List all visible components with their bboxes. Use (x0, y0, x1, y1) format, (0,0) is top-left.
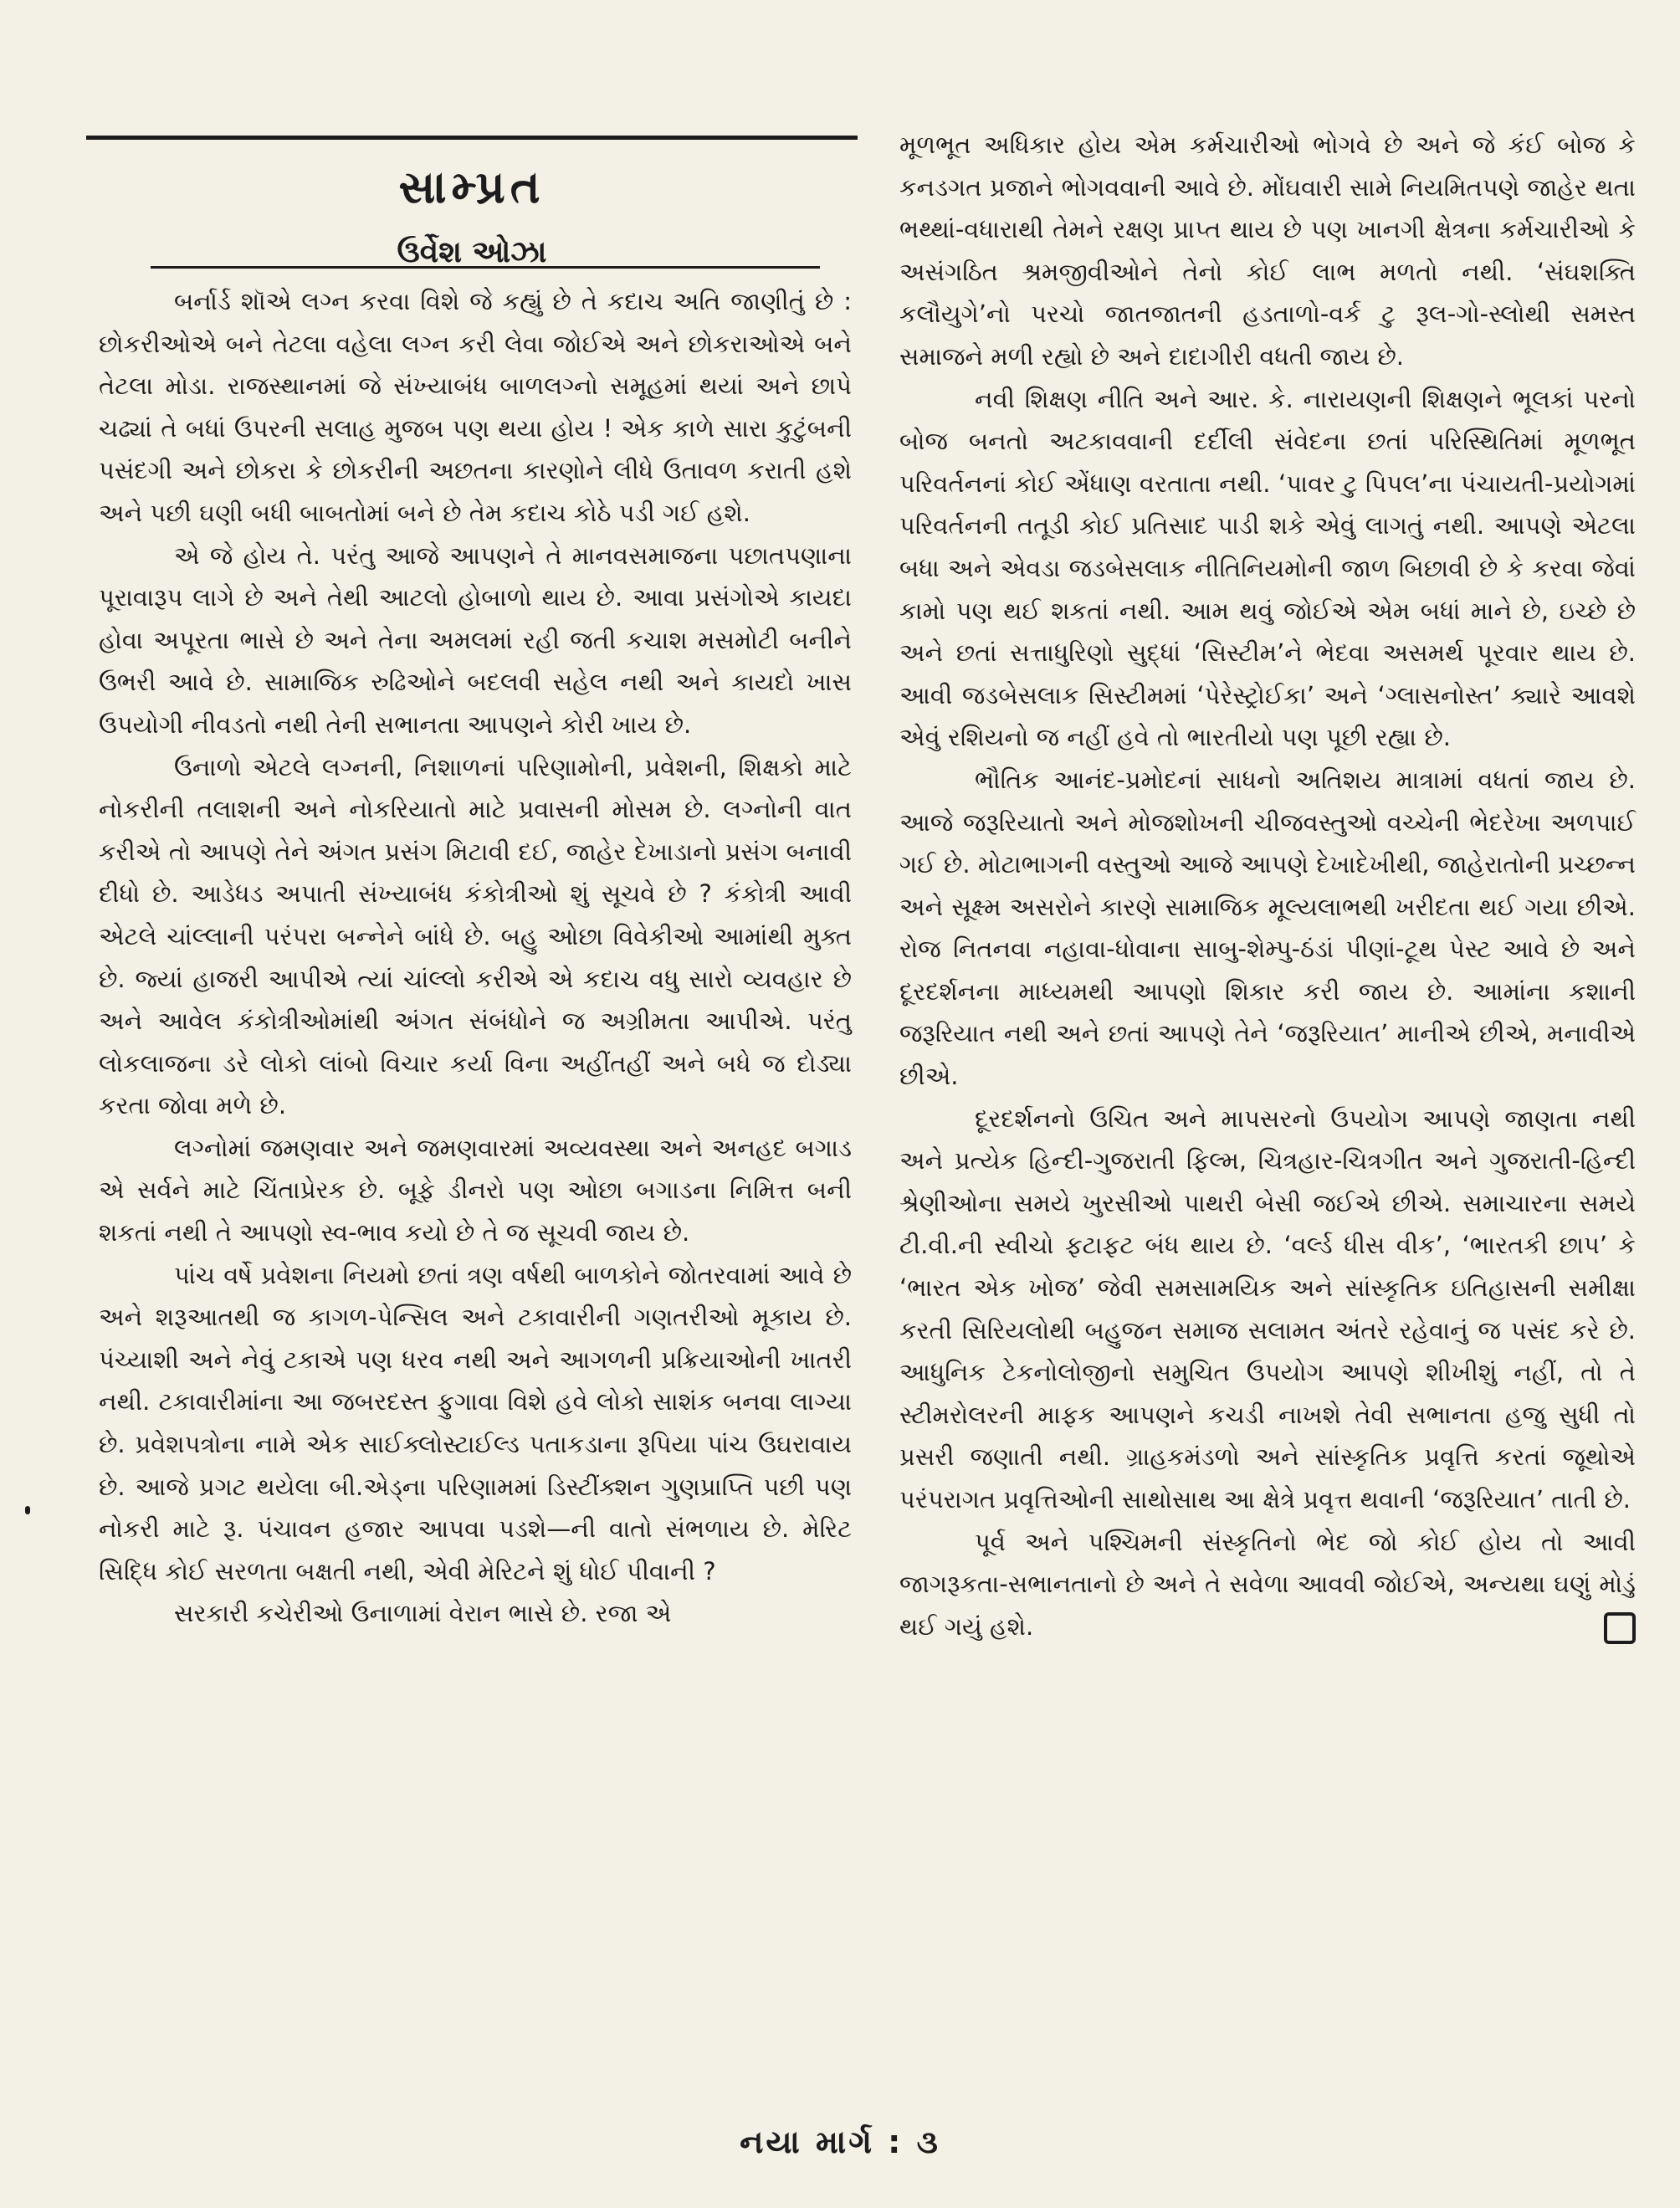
paragraph: પાંચ વર્ષે પ્રવેશના નિયમો છતાં ત્રણ વર્ષથી બાળકોને જોતરવામાં આવે છે અને શરૂઆતથી જ કાગળ-પેન્સિલ અને ટકાવારીની ગણતરીઓ મૂકાય છે. પંચ્યાશી અને નેવું ટકાએ પણ ધરવ નથી અને આગળની પ્રક્રિયાઓની ખાતરી નથી. ટકાવારીમાંના આ જબરદસ્ત ફુગાવા વિશે હવે લોકો સાશંક બનવા લાગ્યા છે. પ્રવેશપત્રોના નામે એક સાઈક્લોસ્ટાઈલ્ડ પતાકડાના રૂપિયા પાંચ ઉઘરાવાય છે. આજે પ્રગટ થયેલા બી.એડ્ના પરિણામમાં ડિસ્ટીંક્શન ગુણપ્રાપ્તિ પછી પણ નોકરી માટે રૂ. પંચાવન હજાર આપવા પડશે—ની વાતો સંભળાય છે. મેરિટ સિદ્ધિ કોઈ સરળતા બક્ષતી નથી, એવી મેરિટને શું ધોઈ પીવાની ? (99, 1260, 852, 1586)
paragraph: ઉનાળો એટલે લગ્નની, નિશાળનાં પરિણામોની, પ્રવેશની, શિક્ષકો માટે નોકરીની તલાશની અને નોકરિયાતો માટે પ્રવાસની મોસમ છે. લગ્નોની વાત કરીએ તો આપણે તેને અંગત પ્રસંગ મિટાવી દઈ, જાહેર દેખાડાનો પ્રસંગ બનાવી દીધો છે. આડેધડ અપાતી સંખ્યાબંધ કંકોત્રીઓ શું સૂચવે છે ? કંકોત્રી આવી એટલે ચાંલ્લાની પરંપરા બન્નેને બાંધે છે. બહુ ઓછા વિવેકીઓ આમાંથી મુક્ત છે. જ્યાં હાજરી આપીએ ત્યાં ચાંલ્લો કરીએ એ કદાચ વધુ સારો વ્યવહાર છે અને આવેલ કંકોત્રીઓમાંથી અંગત સંબંધોને જ અગ્રીમતા આપીએ. પરંતુ લોકલાજના ડરે લોકો લાંબો વિચાર કર્યા વિના અહીંતહીં અને બધે જ દોડ્યા કરતા જોવા મળે છે. (99, 752, 852, 1120)
margin-speck-icon (25, 1506, 30, 1514)
paragraph: સરકારી કચેરીઓ ઉનાળામાં વેરાન ભાસે છે. રજા એ (174, 1599, 672, 1628)
paragraph: લગ્નોમાં જમણવાર અને જમણવારમાં અવ્યવસ્થા અને અનહદ બગાડ એ સર્વને માટે ચિંતાપ્રેરક છે. બૂફે ડીનરો પણ ઓછા બગાડના નિમિત્ત બની શકતાં નથી તે આપણો સ્વ-ભાવ કયો છે તે જ સૂચવી જાય છે. (99, 1133, 852, 1247)
paragraph: નવી શિક્ષણ નીતિ અને આર. કે. નારાયણની શિક્ષણને ભૂલકાં પરનો બોજ બનતો અટકાવવાની દર્દીલી સંવેદના છતાં પરિસ્થિતિમાં મૂળભૂત પરિવર્તનનાં કોઈ એંધાણ વરતાતા નથી. ‘પાવર ટુ પિપલ’ના પંચાયતી-પ્રયોગમાં પરિવર્તનની તતૂડી કોઈ પ્રતિસાદ પાડી શકે એવું લાગતું નથી. આપણે એટલા બધા અને એવડા જડબેસલાક નીતિનિયમોની જાળ બિછાવી છે કે કરવા જેવાં કામો પણ થઈ શકતાં નથી. આમ થવું જોઈએ એમ બધાં માને છે, ઇચ્છે છે અને છતાં સત્તાધુરિણો સુદ્ધાં ‘સિસ્ટીમ’ને ભેદવા અસમર્થ પૂરવાર થાય છે. આવી જડબેસલાક સિસ્ટીમમાં ‘પેરેસ્ટ્રોઈકા’ અને ‘ગ્લાસનોસ્ત’ ક્યારે આવશે એવું રશિયનો જ નહીં હવે તો ભારતીયો પણ પૂછી રહ્યા છે. (899, 384, 1636, 752)
paragraph: એ જે હોય તે. પરંતુ આજે આપણને તે માનવસમાજના પછાતપણાના પૂરાવારૂપ લાગે છે અને તેથી આટલો હોબાળો થાય છે. આવા પ્રસંગોએ કાયદા હોવા અપૂરતા ભાસે છે અને તેના અમલમાં રહી જતી કચાશ મસમોટી બનીને ઉભરી આવે છે. સામાજિક રુઢિઓને બદલવી સહેલ નથી અને કાયદો ખાસ ઉપયોગી નીવડતો નથી તેની સભાનતા આપણને કોરી ખાય છે. (99, 540, 852, 739)
title-underline (151, 266, 820, 269)
final-paragraph (899, 1521, 1636, 1648)
paragraph: ભૌતિક આનંદ-પ્રમોદનાં સાધનો અતિશય માત્રામાં વધતાં જાય છે. આજે જરૂરિયાતો અને મોજશોખની ચીજવસ્તુઓ વચ્ચેની ભેદરેખા અળપાઈ ગઈ છે. મોટાભાગની વસ્તુઓ આજે આપણે દેખાદેખીથી, જાહેરાતોની પ્રચ્છન્ન અને સૂક્ષ્મ અસરોને કારણે સામાજિક મૂલ્યલાભથી ખરીદતા થઈ ગયા છીએ. રોજ નિતનવા નહાવા-ધોવાના સાબુ-શેમ્પુ-ઠંડાં પીણાં-ટૂથ પેસ્ટ આવે છે અને દૂરદર્શનના માધ્યમથી આપણો શિકાર કરી જાય છે. આમાંના કશાની જરૂરિયાત નથી અને છતાં આપણે તેને ‘જરૂરિયાત’ માનીએ છીએ, મનાવીએ છીએ. (899, 765, 1636, 1091)
right-column (899, 124, 1636, 1647)
article-author: ઉર્વેશ ઓઝા (397, 235, 547, 269)
paragraph: મૂળભૂત અધિકાર હોય એમ કર્મચારીઓ ભોગવે છે અને જે કંઈ બોજ કે કનડગત પ્રજાને ભોગવવાની આવે છે. મોંઘવારી સામે નિયમિતપણે જાહેર થતા ભથ્થાં-વધારાથી તેમને રક્ષણ પ્રાપ્ત થાય છે પણ ખાનગી ક્ષેત્રના કર્મચારીઓ કે અસંગઠિત શ્રમજીવીઓને તેનો કોઈ લાભ મળતો નથી. ‘સંઘશક્તિ કલૌયુગે’નો પરચો જાતજાતની હડતાળો-વર્ક ટુ રૂલ-ગો-સ્લોથી સમસ્ત સમાજને મળી રહ્યો છે અને દાદાગીરી વધતી જાય છે. (899, 131, 1636, 371)
left-column (99, 280, 852, 1635)
paragraph: દૂરદર્શનનો ઉચિત અને માપસરનો ઉપયોગ આપણે જાણતા નથી અને પ્રત્યેક હિન્દી-ગુજરાતી ફિલ્મ, ચિત્રહાર-ચિત્રગીત અને ગુજરાતી-હિન્દી શ્રેણીઓના સમયે ખુરસીઓ પાથરી બેસી જઈએ છીએ. સમાચારના સમયે ટી.વી.ની સ્વીચો ફટાફટ બંધ થાય છે. ‘વર્લ્ડ ધીસ વીક’, ‘ભારતકી છાપ’ કે ‘ભારત એક ખોજ’ જેવી સમસામયિક અને સાંસ્કૃતિક ઇતિહાસની સમીક્ષા કરતી સિરિયલોથી બહુજન સમાજ સલામત અંતરે રહેવાનું જ પસંદ કરે છે. આધુનિક ટેકનોલોજીનો સમુચિત ઉપયોગ આપણે શીખીશું નહીં, તો તે સ્ટીમરોલરની માફક આપણને કચડી નાખશે તેવી સભાનતા હજુ સુધી તો પ્રસરી જણાતી નથી. ગ્રાહકમંડળો અને સાંસ્કૃતિક પ્રવૃત્તિ કરતાં જૂથોએ પરંપરાગત પ્રવૃત્તિઓની સાથોસાથ આ ક્ષેત્રે પ્રવૃત્ત થવાની ‘જરૂરિયાત’ તાતી છે. (899, 1104, 1636, 1514)
paragraph-text: પૂર્વ અને પશ્ચિમની સંસ્કૃતિનો ભેદ જો કોઈ હોય તો આવી જાગરૂકતા-સભાનતાનો છે અને તે સવેળા આવવી જોઈએ, અન્યથા ઘણું મોડું થઈ ગયું હશે. (899, 1527, 1636, 1641)
article-title: સામ્પ્રત (398, 161, 545, 213)
page-footer: નયા માર્ગ : ૩ (740, 2123, 940, 2160)
article-heading (86, 157, 858, 274)
header-rule (86, 136, 858, 140)
end-of-article-icon (1604, 1612, 1636, 1644)
paragraph: બર્નાર્ડ શૉએ લગ્ન કરવા વિશે જે કહ્યું છે તે કદાચ અતિ જાણીતું છે : છોકરીઓએ બને તેટલા વહેલા લગ્ન કરી લેવા જોઈએ અને છોકરાઓએ બને તેટલા મોડા. રાજસ્થાનમાં જે સંખ્યાબંધ બાળલગ્નો સમૂહમાં થયાં અને છાપે ચઢ્યાં તે બધાં ઉપરની સલાહ મુજબ પણ થયા હોય ! એક કાળે સારા કુટુંબની પસંદગી અને છોકરા કે છોકરીની અછતના કારણોને લીધે ઉતાવળ કરાતી હશે અને પછી ઘણી બધી બાબતોમાં બને છે તેમ કદાચ કોઠે પડી ગઈ હશે. (99, 287, 852, 527)
